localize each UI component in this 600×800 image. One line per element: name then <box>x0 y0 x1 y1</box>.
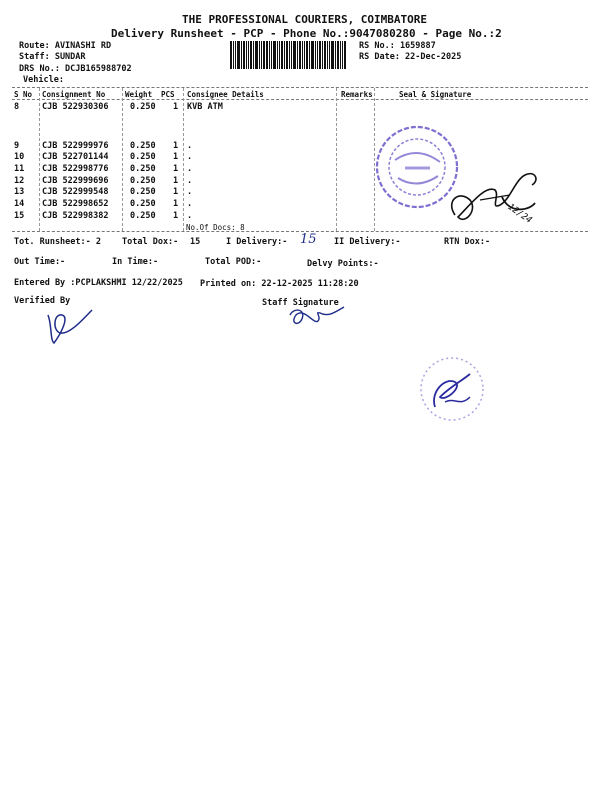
verifier-signature <box>40 305 100 350</box>
row-consignment: CJB 522999976 <box>42 141 109 151</box>
vehicle-label: Vehicle: <box>23 75 64 85</box>
row-sno: 8 <box>14 102 20 112</box>
staff-signature <box>284 303 349 333</box>
rs-number: RS No.: 1659887 <box>359 41 436 51</box>
header-weight: Weight <box>125 90 153 99</box>
row-sno: 11 <box>14 164 25 174</box>
row-weight: 0.250 <box>130 164 156 174</box>
row-sno: 9 <box>14 141 20 151</box>
no-of-docs: No.Of Docs: 8 <box>186 223 245 232</box>
row-sno: 12 <box>14 176 25 186</box>
staff-label: Staff: SUNDAR <box>19 52 86 62</box>
handwritten-date: 12/24 <box>505 202 534 226</box>
staff-signature-label: Staff Signature <box>262 298 339 308</box>
row-pcs: 1 <box>173 152 179 162</box>
row-pcs: 1 <box>173 211 179 221</box>
barcode <box>230 41 356 69</box>
table-header-rule <box>12 99 588 100</box>
row-sno: 14 <box>14 199 25 209</box>
row-weight: 0.250 <box>130 141 156 151</box>
total-dox-value: 15 <box>190 237 201 247</box>
row-pcs: 1 <box>173 164 179 174</box>
row-weight: 0.250 <box>130 176 156 186</box>
row-consignee: . <box>187 141 193 151</box>
row-consignee: . <box>187 211 193 221</box>
in-time: In Time:- <box>112 257 159 267</box>
header-remarks: Remarks <box>341 90 373 99</box>
runsheet-title: Delivery Runsheet - PCP - Phone No.:9047080280 - Page No.:2 <box>111 27 502 40</box>
row-pcs: 1 <box>173 102 179 112</box>
row-weight: 0.250 <box>130 187 156 197</box>
row-sno: 15 <box>14 211 25 221</box>
row-weight: 0.250 <box>130 211 156 221</box>
rtn-dox: RTN Dox:- <box>444 237 491 247</box>
row-consignee: . <box>187 187 193 197</box>
ii-delivery: II Delivery:- <box>334 237 401 247</box>
header-consignment: Consignment No <box>42 90 106 99</box>
row-pcs: 1 <box>173 176 179 186</box>
delvy-points: Delvy Points:- <box>307 259 379 269</box>
row-weight: 0.250 <box>130 102 156 112</box>
col-divider <box>183 88 184 231</box>
round-seal-stamp <box>415 352 490 427</box>
row-consignment: CJB 522998652 <box>42 199 109 209</box>
table-top-rule <box>12 87 588 88</box>
header-seal: Seal & Signature <box>399 90 472 99</box>
verified-by: Verified By <box>14 296 71 306</box>
route-label: Route: AVINASHI RD <box>19 41 112 51</box>
row-consignment: CJB 522701144 <box>42 152 109 162</box>
row-pcs: 1 <box>173 199 179 209</box>
row-consignment: CJB 522930306 <box>42 102 109 112</box>
row-consignee: . <box>187 199 193 209</box>
row-consignee: . <box>187 164 193 174</box>
row-sno: 10 <box>14 152 25 162</box>
row-consignee: . <box>187 152 193 162</box>
col-divider <box>122 88 123 231</box>
total-pod: Total POD:- <box>205 257 262 267</box>
row-sno: 13 <box>14 187 25 197</box>
printed-on: Printed on: 22-12-2025 11:28:20 <box>200 279 359 289</box>
row-consignment: CJB 522998382 <box>42 211 109 221</box>
row-pcs: 1 <box>173 141 179 151</box>
row-weight: 0.250 <box>130 152 156 162</box>
total-dox: Total Dox:- <box>122 237 179 247</box>
entered-by: Entered By :PCPLAKSHMI 12/22/2025 <box>14 278 183 288</box>
i-delivery: I Delivery:- <box>226 237 288 247</box>
rs-date: RS Date: 22-Dec-2025 <box>359 52 462 62</box>
out-time: Out Time:- <box>14 257 66 267</box>
drs-number: DRS No.: DCJB165988702 <box>19 64 132 74</box>
row-consignment: CJB 522999548 <box>42 187 109 197</box>
row-pcs: 1 <box>173 187 179 197</box>
row-weight: 0.250 <box>130 199 156 209</box>
tot-runsheet: Tot. Runsheet:- 2 <box>14 237 101 247</box>
header-consignee: Consignee Details <box>187 90 264 99</box>
header-sno: S No <box>14 90 33 99</box>
i-delivery-handwritten: 15 <box>300 232 317 247</box>
row-consignee: KVB ATM <box>187 102 223 112</box>
row-consignee: . <box>187 176 193 186</box>
header-pcs: PCS <box>161 90 175 99</box>
col-divider <box>39 88 40 231</box>
row-consignment: CJB 522999696 <box>42 176 109 186</box>
col-divider <box>336 88 337 231</box>
company-title: THE PROFESSIONAL COURIERS, COIMBATORE <box>182 13 428 26</box>
handwritten-signature <box>440 155 555 235</box>
row-consignment: CJB 522998776 <box>42 164 109 174</box>
